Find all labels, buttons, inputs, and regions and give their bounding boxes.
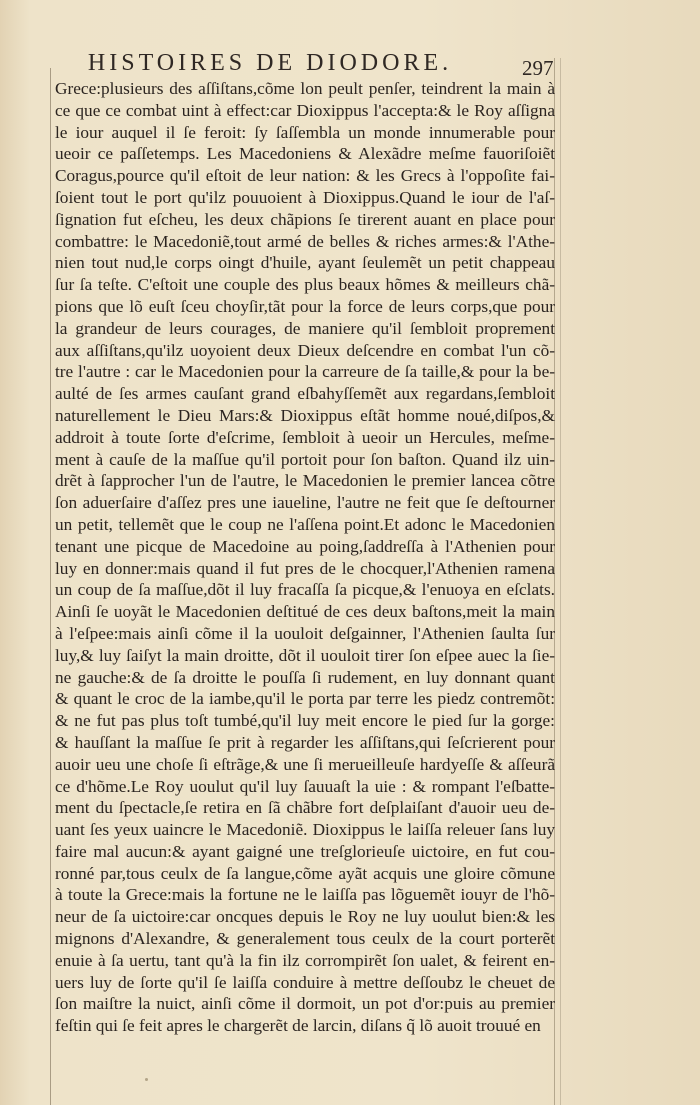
right-margin-rule-outer <box>560 58 561 1105</box>
text-line: nien tout nud,le corps oingt d'huile, ayant ſeulemẽt un petit chappeau <box>55 253 555 273</box>
text-line: à l'eſpee:mais ainſi cõme il la uouloit deſgainner, l'Athenien ſaulta ſur <box>55 623 555 643</box>
text-line: mignons d'Alexandre, & generalement tous ceulx de la court porterẽt <box>55 929 555 949</box>
text-line: ment du ſpectacle,ſe retira en ſã chãbre fort deſplaiſant d'auoir ueu de- <box>55 798 555 818</box>
text-line: faire mal aucun:& ayant gaigné une treſglorieuſe uictoire, en fut cou- <box>55 841 555 861</box>
text-line: luy en donner:mais quand il fut pres de le chocquer,l'Athenien ramena <box>55 558 555 578</box>
text-line: ſoient tout le port qu'ilz pouuoient à Dioxippus.Quand le iour de l'aſ- <box>55 187 555 207</box>
text-line: Ainſi ſe uoyãt le Macedonien deſtitué de ces deux baſtons,meit la main <box>55 602 555 622</box>
text-line: ronné par,tous ceulx de ſa langue,cõme ayãt acquis une gloire cõmune <box>55 863 555 883</box>
text-line: un coup de ſa maſſue,dõt il luy fracaſſa ſa picque,& l'enuoya en eſclats. <box>55 580 555 600</box>
text-line: ueoir ce paſſetemps. Les Macedoniens & Alexãdre meſme fauoriſoiẽt <box>55 144 555 164</box>
page-number: 297 <box>522 56 554 80</box>
text-line: uers luy de ſorte qu'il ſe laiſſa conduire à mettre deſſoubz le cheuet de <box>55 972 555 992</box>
text-line: neur de ſa uictoire:car oncques depuis le Roy ne luy uoulut bien:& les <box>55 907 555 927</box>
left-margin-rule <box>50 68 51 1105</box>
text-line: le iour auquel il ſe feroit: ſy ſaſſembla un monde innumerable pour <box>55 122 555 142</box>
text-line: la grandeur de leurs courages, de maniere qu'il ſembloit proprement <box>55 318 555 338</box>
text-line: naturellement le Dieu Mars:& Dioxippus eſtãt homme noué,diſpos,& <box>55 405 555 425</box>
text-line: à toute la Grece:mais la fortune ne le laiſſa pas lõguemẽt iouyr de l'hõ- <box>55 885 555 905</box>
text-line: drẽt à ſapprocher l'un de l'autre, le Macedonien le premier lancea cõtre <box>55 471 555 491</box>
text-line: ment à cauſe de la maſſue qu'il portoit pour ſon baſton. Quand ilz uin- <box>55 449 555 469</box>
text-line: & hauſſant la maſſue ſe prit à regarder les aſſiſtans,qui ſeſcrierent pour <box>55 732 555 752</box>
text-line: tre l'autre : car le Macedonien pour la carreure de ſa taille,& pour la be- <box>55 362 555 382</box>
text-line: uant ſes yeux uaincre le Macedoniẽ. Dioxippus le laiſſa releuer ſans luy <box>55 820 555 840</box>
text-line: pions que lõ euſt ſceu choyſir,tãt pour la force de leurs corps,que pour <box>55 296 555 316</box>
text-line: aux aſſiſtans,qu'ilz uoyoient deux Dieux deſcendre en combat l'un cõ- <box>55 340 555 360</box>
text-line: ſon maiſtre la nuict, ainſi cõme il dormoit, un pot d'or:puis au premier <box>55 994 555 1014</box>
text-line: Grece:plusieurs des aſſiſtans,cõme lon peult penſer, teindrent la main à <box>55 79 555 98</box>
text-line: & ne fut pas plus toſt tumbé,qu'il luy meit encore le pied ſur la gorge: <box>55 711 555 731</box>
text-line: ce d'hõme.Le Roy uoulut qu'il luy ſauuaſt la uie : & rompant l'eſbatte- <box>55 776 555 796</box>
text-line: enuie à ſa uertu, tant qu'à la fin ilz corrompirẽt ſon ualet, & feirent en- <box>55 950 555 970</box>
text-line: & quant le croc de la iambe,qu'il le porta par terre les piedz contremõt: <box>55 689 555 709</box>
text-line: aulté de ſes armes cauſant grand eſbahyſſemẽt aux regardans,ſembloit <box>55 384 555 404</box>
text-line: Coragus,pource qu'il eſtoit de leur nation: & les Grecs à l'oppoſite fai- <box>55 166 555 186</box>
text-line: feſtin qui ſe feit apres le chargerẽt de larcin, diſans q̃ lõ auoit trouué en <box>55 1016 541 1036</box>
text-line: combattre: le Macedoniẽ,tout armé de belles & riches armes:& l'Athe- <box>55 231 555 251</box>
text-line: tenant une picque de Macedoine au poing,ſaddreſſa à l'Athenien pour <box>55 536 555 556</box>
text-line: auoir ueu une choſe ſi eſtrãge,& une ſi merueilleuſe hardyeſſe & aſſeurã <box>55 754 555 774</box>
text-line: ſignation fut eſcheu, les deux chãpions ſe tirerent auant en place pour <box>55 209 555 229</box>
text-line: un petit, tellemẽt que le coup ne l'aſſena point.Et adonc le Macedonien <box>55 514 555 534</box>
running-title: HISTOIRES DE DIODORE. <box>87 50 453 76</box>
text-line: addroit à toute ſorte d'eſcrime, ſembloit à ueoir un Hercules, meſme- <box>55 427 555 447</box>
text-line: ſon aduerſaire d'aſſez pres une iaueline, l'autre ne feit que ſe deſtourner <box>55 493 555 513</box>
text-line: ce que ce combat uint à effect:car Dioxippus l'accepta:& le Roy aſſigna <box>55 100 555 120</box>
paper-spot <box>145 1078 148 1081</box>
text-line: ne gauche:& de ſa droitte le pouſſa ſi rudement, en luy donnant quant <box>55 667 555 687</box>
text-line: ſur ſa teſte. C'eſtoit une couple des plus beaux hõmes & meilleurs chã- <box>55 275 555 295</box>
text-block <box>55 78 555 1037</box>
text-line: luy,& luy ſaiſyt la main droitte, dõt il uouloit tirer ſon eſpee auec la ſie- <box>55 645 555 665</box>
